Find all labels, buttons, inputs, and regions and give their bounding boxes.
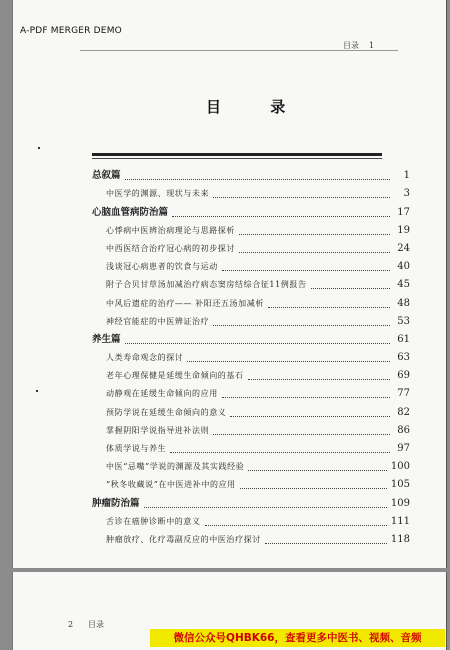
toc-page-number: 24 [397, 242, 410, 254]
toc-leader-dots [125, 342, 390, 344]
toc-page-number: 53 [397, 315, 410, 327]
toc-entry[interactable] [92, 383, 410, 401]
toc-leader-dots [239, 251, 390, 253]
toc-rule-thick [92, 153, 382, 156]
toc-title: 掌握阴阳学说指导进补法则 [106, 425, 210, 435]
toc-title: 神经官能症的中医辨证治疗 [106, 316, 210, 326]
toc-page-number: 19 [397, 224, 410, 236]
toc-title: 附子合贝甘草汤加减治疗病态窦房结综合征11例报告 [106, 280, 307, 290]
toc-page-number: 3 [403, 188, 410, 200]
toc-title: 总叙篇 [92, 170, 121, 182]
toc-page-number: 77 [397, 388, 410, 400]
toc-rule-thin [92, 158, 382, 159]
footer-page-number: 2 [68, 620, 74, 629]
toc-leader-dots [239, 233, 390, 235]
toc-page-number: 1 [403, 170, 410, 182]
toc-page-number: 105 [390, 479, 410, 491]
toc-title: 中风后遗症的治疗—— 补阳还五汤加减析 [106, 298, 264, 308]
header-rule [80, 50, 398, 51]
toc-title: 中西医结合治疗冠心病的初步探讨 [106, 243, 235, 253]
table-of-contents [92, 165, 410, 547]
toc-leader-dots [248, 469, 387, 471]
toc-leader-dots [230, 415, 390, 417]
page-title: 目 录 [206, 98, 308, 116]
toc-entry[interactable] [92, 529, 410, 547]
toc-section[interactable] [92, 165, 410, 183]
toc-page-number: 111 [390, 515, 410, 527]
scan-speck [36, 390, 38, 392]
toc-title: 老年心理保健是延缓生命倾向的基石 [106, 371, 244, 381]
toc-leader-dots [265, 542, 387, 544]
toc-entry[interactable] [92, 256, 410, 274]
toc-entry[interactable] [92, 438, 410, 456]
toc-leader-dots [144, 506, 387, 508]
toc-page-number: 118 [390, 533, 410, 545]
toc-title: 养生篇 [92, 333, 121, 345]
toc-title: 动静观在延缓生命倾向的应用 [106, 389, 218, 399]
toc-leader-dots [213, 324, 390, 326]
toc-page-number: 69 [397, 370, 410, 382]
toc-entry[interactable] [92, 474, 410, 492]
toc-page-number: 61 [397, 333, 410, 345]
toc-entry[interactable] [92, 456, 410, 474]
toc-page-number: 48 [397, 297, 410, 309]
toc-leader-dots [268, 306, 390, 308]
toc-entry[interactable] [92, 238, 410, 256]
running-header-page: 1 [369, 41, 375, 50]
toc-title: 肿瘤放疗、化疗毒副反应的中医治疗探讨 [106, 534, 261, 544]
watermark-text: A-PDF MERGER DEMO [20, 26, 122, 36]
toc-page-number: 86 [397, 424, 410, 436]
toc-leader-dots [170, 451, 390, 453]
toc-leader-dots [222, 269, 390, 271]
toc-title: 心脑血管病防治篇 [92, 206, 169, 218]
toc-page-number: 45 [397, 279, 410, 291]
toc-title: 心悸病中医辨治病理论与思路探析 [106, 225, 235, 235]
toc-page-number: 97 [397, 443, 410, 454]
toc-entry[interactable] [92, 311, 410, 329]
toc-entry[interactable] [92, 220, 410, 238]
toc-title: 中医学的渊源、现状与未来 [106, 189, 210, 199]
toc-leader-dots [248, 378, 390, 380]
toc-title: “秋冬收藏说”在中医进补中的应用 [106, 480, 236, 490]
toc-entry[interactable] [92, 274, 410, 292]
toc-leader-dots [187, 360, 390, 362]
toc-page-number: 17 [397, 206, 410, 218]
toc-entry[interactable] [92, 365, 410, 383]
toc-entry[interactable] [92, 511, 410, 529]
toc-page-number: 63 [397, 352, 410, 364]
toc-section[interactable] [92, 201, 410, 219]
toc-leader-dots [213, 433, 390, 435]
toc-entry[interactable] [92, 347, 410, 365]
toc-title: 中医“忌嘴”学说的渊源及其实践经验 [106, 462, 245, 472]
footer-label: 目录 [88, 620, 104, 629]
toc-leader-dots [125, 178, 390, 180]
toc-leader-dots [172, 215, 390, 217]
toc-title: 肿瘤防治篇 [92, 497, 140, 509]
toc-page-number: 109 [390, 497, 410, 509]
toc-leader-dots [311, 287, 390, 289]
toc-page-number: 82 [397, 406, 410, 418]
toc-leader-dots [240, 487, 387, 489]
running-header-label: 目录 [343, 41, 359, 50]
toc-section[interactable] [92, 329, 410, 347]
toc-title: 浅谈冠心病患者的饮食与运动 [106, 262, 218, 272]
toc-entry[interactable] [92, 420, 410, 438]
scan-speck [38, 147, 40, 149]
toc-entry[interactable] [92, 401, 410, 419]
toc-title: 体质学说与养生 [106, 444, 167, 453]
promo-banner: 微信公众号QHBK66，查看更多中医书、视频、音频 [150, 629, 445, 647]
toc-entry[interactable] [92, 183, 410, 201]
toc-leader-dots [205, 524, 387, 526]
toc-entry[interactable] [92, 292, 410, 310]
toc-leader-dots [213, 196, 390, 198]
toc-title: 预防学说在延缓生命倾向的意义 [106, 407, 227, 417]
toc-page-number: 40 [397, 261, 410, 273]
toc-page-number: 100 [390, 461, 410, 473]
toc-section[interactable] [92, 492, 410, 510]
toc-title: 人类寿命观念的探讨 [106, 353, 184, 363]
toc-leader-dots [222, 396, 390, 398]
toc-title: 舌诊在癌肿诊断中的意义 [106, 516, 201, 526]
